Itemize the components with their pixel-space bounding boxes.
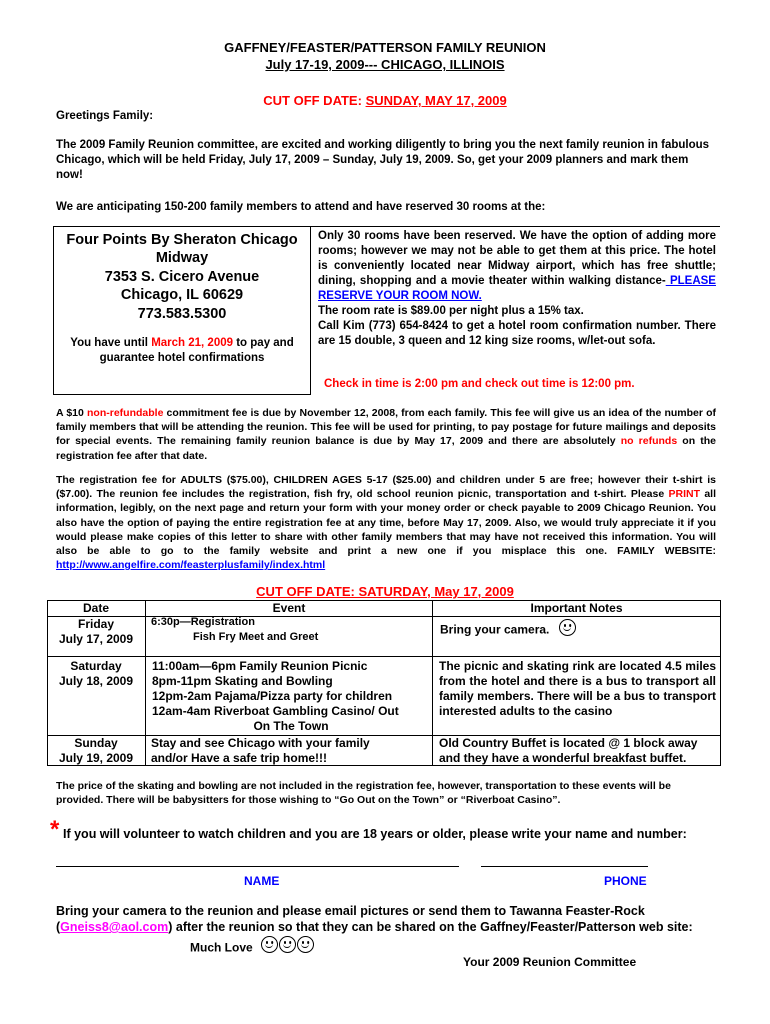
registration-paragraph: The registration fee for ADULTS ($75.00), CHILDREN AGES 5-17 ($25.00) and children under 5 are free; however their t-shirt is ($7.00). The reunion fee includes the registration, fish fry, old school reunion picnic, transportation and t-shirt. Please PRINT all information, legibly, on the next page and return your form with your money order or check payable to 2009 Chicago Reunion. You also have the option of paying the entire registration fee at any time, before May 17, 2009. Also, we would truly appreciate it if you would please make copies of this letter to share with other family members that may have not received this information. You will also be able to go to the family website and print a new one if you misplace this one. FAMILY WEBSITE: http://www.angelfire.com/feasterplusfamily/index.html <box>56 474 716 572</box>
no-refunds-text: no refunds <box>620 435 678 448</box>
much-love: Much Love <box>190 940 314 957</box>
camera-line1: Bring your camera to the reunion and please email pictures or send them to Tawanna Feaster-Rock <box>56 904 645 918</box>
hotel-street: 7353 S. Cicero Avenue <box>104 268 260 285</box>
print-text: PRINT <box>668 488 700 501</box>
smiley-icon <box>559 619 576 636</box>
checkin-times: Check in time is 2:00 pm and check out time is 12:00 pm. <box>324 378 635 390</box>
saturday-note: The picnic and skating rink are located 4.5 miles from the hotel and there is a bus to transport all family members. There will be a bus to transport interested adults to the casino <box>439 659 716 718</box>
phone-label: PHONE <box>604 874 647 888</box>
greeting: Greetings Family: <box>56 110 154 122</box>
reserve-room-link[interactable]: PLEASE RESERVE YOUR ROOM NOW. <box>318 275 716 302</box>
phone-line[interactable] <box>481 866 648 867</box>
hotel-phone: 773.583.5300 <box>137 305 227 322</box>
hotel-info-text: Only 30 rooms have been reserved. We have the option of adding more rooms; however we may not be able to get them at this price. The hotel is conveniently located near Midway airport, which has free shuttle; dining, shopping and a movie theater within walking distance- <box>318 230 716 287</box>
volunteer-asterisk: * <box>50 816 60 843</box>
friday-date: Friday July 17, 2009 <box>58 617 134 646</box>
cutoff-heading <box>0 93 770 108</box>
camera-line2: (Gneiss8@aol.com) after the reunion so that they can be shared on the Gaffney/Feaster/Patterson web site: <box>56 920 693 934</box>
hotel-city: Chicago, IL 60629 <box>120 287 244 304</box>
col-header-event: Event <box>272 601 306 615</box>
schedule-cutoff: CUT OFF DATE: SATURDAY, May 17, 2009 <box>256 584 514 599</box>
hotel-deadline-date: March 21, 2009 <box>151 337 234 349</box>
sunday-note: Old Country Buffet is located @ 1 block away and they have a wonderful breakfast buffet. <box>439 736 698 765</box>
page-subtitle: July 17-19, 2009--- CHICAGO, ILLINOIS <box>265 57 505 72</box>
signature: Your 2009 Reunion Committee <box>463 955 637 969</box>
non-refundable-text: non-refundable <box>87 407 164 419</box>
smiley-icon <box>297 936 314 953</box>
name-label: NAME <box>244 874 280 888</box>
name-line[interactable] <box>56 866 459 867</box>
volunteer-text: If you will volunteer to watch children and you are 18 years or older, please write your name and number: <box>63 827 687 841</box>
cutoff-date: SUNDAY, MAY 17, 2009 <box>365 93 507 108</box>
col-header-notes: Important Notes <box>530 601 623 615</box>
hotel-name-line1: Four Points By Sheraton Chicago <box>66 232 298 248</box>
hotel-call: Call Kim (773) 654-8424 to get a hotel room confirmation number. There are 15 double, 3 queen and 12 king size rooms, w/let-out sofa. <box>318 320 716 347</box>
friday-note: Bring your camera. <box>440 622 576 639</box>
cutoff-label: CUT OFF DATE: <box>263 93 362 108</box>
fee-paragraph: A $10 non-refundable commitment fee is due by November 12, 2008, from each family. This fee will give us an idea of the number of family members that will be attending the reunion. This fee will be used for printing, to pay postage for future mailings and deposits for special events. The remaining family reunion balance is due by May 17, 2009 and there are absolutely no refunds on the registration fee after that date. <box>56 407 717 462</box>
hotel-name-line2: Midway <box>155 250 209 267</box>
page-title: GAFFNEY/FEASTER/PATTERSON FAMILY REUNION <box>224 40 546 55</box>
hotel-info <box>318 229 716 349</box>
sunday-events: Stay and see Chicago with your family and/or Have a safe trip home!!! <box>151 736 370 765</box>
anticipating-text: We are anticipating 150-200 family members to attend and have reserved 30 rooms at the: <box>56 201 546 213</box>
family-website-link[interactable]: http://www.angelfire.com/feasterplusfamily/index.html <box>56 559 326 572</box>
email-link[interactable]: Gneiss8@aol.com <box>60 920 169 934</box>
hotel-deadline: You have until March 21, 2009 to pay and guarantee hotel confirmations <box>70 337 294 364</box>
col-header-date: Date <box>82 601 109 615</box>
intro-paragraph: The 2009 Family Reunion committee, are excited and working diligently to bring you the next family reunion in fabulous Chicago, which will be held Friday, July 17, 2009 – Sunday, July 19, 2009. So, get your 2009 planners and mark them now! <box>56 139 710 181</box>
price-note: The price of the skating and bowling are not included in the registration fee, however, transportation to these events will be provided. There will be babysitters for those wishing to “Go Out on the Town” or “Riverboat Casino”. <box>56 780 671 807</box>
saturday-events: 11:00am—6pm Family Reunion Picnic 8pm-11pm Skating and Bowling 12pm-2am Pajama/Pizza party for children 12am-4am Riverboat Gambling Casino/ Out On The Town <box>152 659 399 733</box>
saturday-date: Saturday July 18, 2009 <box>58 659 134 688</box>
smiley-icon <box>279 936 296 953</box>
smiley-icon <box>261 936 278 953</box>
hotel-rate: The room rate is $89.00 per night plus a 15% tax. <box>318 305 584 317</box>
sunday-date: Sunday July 19, 2009 <box>58 736 134 765</box>
hotel-address <box>54 231 310 323</box>
friday-event: 6:30p—Registration Fish Fry Meet and Greet <box>151 616 319 643</box>
